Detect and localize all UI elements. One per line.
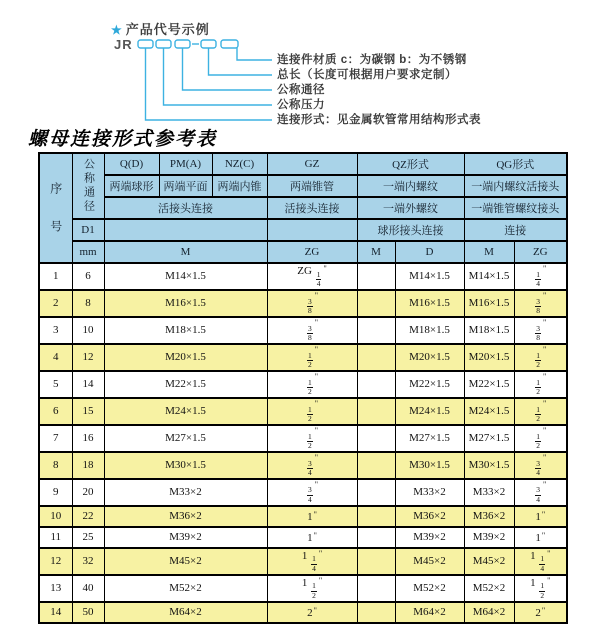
fraction: $\frac{1}{2}$ [307,350,312,370]
connector-material [237,48,272,60]
cell-qz-m [357,602,395,623]
cell-qz-d: M24×1.5 [395,398,464,425]
star-icon: ★ [111,23,123,37]
cell-seq: 2 [39,290,72,317]
code-box-5 [221,40,238,48]
cell-qz-d: M36×2 [395,506,464,527]
table-row [39,344,567,371]
table-row [39,602,567,623]
cell-qg-m: M36×2 [464,506,514,527]
cell-m: M33×2 [104,479,267,506]
cell-qg-zg: $\frac{1}{2}$ " [514,425,567,452]
table-row [39,575,567,602]
cell-gz: $\frac{1}{2}$ " [267,344,357,371]
fraction: $\frac{3}{4}$ [307,458,312,478]
label-connection-form: 连接形式：见金属软管常用结构形式表 [277,114,481,126]
table-body [39,263,567,623]
cell-qg-zg: 2" [514,602,567,623]
cell-qg-zg: $\frac{3}{4}$ " [514,452,567,479]
cell-qz-d: M18×1.5 [395,317,464,344]
cell-seq: 7 [39,425,72,452]
cell-qg-zg: $\frac{1}{2}$ " [514,344,567,371]
table-row [39,371,567,398]
cell-qg-zg: $\frac{3}{8}$ " [514,290,567,317]
cell-qz-m [357,263,395,290]
cell-dn: 6 [72,263,104,290]
header-col-pm: PM(A) [159,153,212,175]
cell-seq: 9 [39,479,72,506]
fraction: $\frac{1}{2}$ [536,404,541,424]
cell-m: M39×2 [104,527,267,548]
cell-dn: 16 [72,425,104,452]
cell-qg-m: M30×1.5 [464,452,514,479]
cell-dn: 22 [72,506,104,527]
table-row [39,263,567,290]
fraction: $\frac{1}{2}$ [536,431,541,451]
fraction: $\frac{3}{8}$ [536,296,541,316]
cell-qg-zg: $\frac{1}{2}$ " [514,371,567,398]
cell-dn: 20 [72,479,104,506]
cell-qz-d: M14×1.5 [395,263,464,290]
cell-m: M16×1.5 [104,290,267,317]
cell-gz: 1" [267,527,357,548]
cell-qz-m [357,506,395,527]
cell-gz: 2" [267,602,357,623]
header-d1: D1 [72,219,104,241]
header-pm-desc: 两端平面 [159,175,212,197]
table-row [39,506,567,527]
header-qz-d: D [395,241,464,263]
cell-qz-d: M33×2 [395,479,464,506]
fraction: $\frac{3}{8}$ [307,323,312,343]
fraction: $\frac{3}{8}$ [536,323,541,343]
cell-gz: $\frac{3}{8}$ " [267,290,357,317]
cell-qg-m: M18×1.5 [464,317,514,344]
fraction: $\frac{3}{8}$ [307,296,312,316]
fraction: $\frac{3}{4}$ [536,485,541,505]
cell-qg-m: M24×1.5 [464,398,514,425]
cell-qz-m [357,575,395,602]
cell-qz-d: M22×1.5 [395,371,464,398]
connector-length [209,48,273,75]
table-row [39,317,567,344]
nut-connection-reference-table [38,152,568,624]
cell-dn: 40 [72,575,104,602]
cell-qz-d: M52×2 [395,575,464,602]
cell-gz: $\frac{1}{2}$ " [267,425,357,452]
cell-dn: 8 [72,290,104,317]
cell-dn: 10 [72,317,104,344]
cell-dn: 50 [72,602,104,623]
fraction: $\frac{1}{2}$ [540,581,545,601]
table-row [39,290,567,317]
cell-gz: $\frac{3}{4}$ " [267,452,357,479]
fraction: $\frac{3}{4}$ [536,458,541,478]
header-empty-gz [267,219,357,241]
header-col-gz: GZ [267,153,357,175]
product-code-example-label: 产品代号示例 [125,22,210,37]
fraction: $\frac{1}{4}$ [312,554,316,574]
label-total-length: 总长（长度可根据用户要求定制） [277,69,457,81]
fraction: $\frac{1}{4}$ [536,269,541,289]
table-row [39,548,567,575]
header-qg-m: M [464,241,514,263]
fraction: $\frac{1}{2}$ [312,581,316,601]
cell-qg-m: M27×1.5 [464,425,514,452]
cell-gz: $\frac{3}{4}$ " [267,479,357,506]
header-mm: mm [72,241,104,263]
header-seq: 序号 [39,153,72,263]
cell-seq: 11 [39,527,72,548]
cell-qg-zg: 1" [514,527,567,548]
cell-gz: $\frac{1}{2}$ " [267,371,357,398]
cell-dn: 14 [72,371,104,398]
cell-gz: 1 $\frac{1}{2}$ " [267,575,357,602]
cell-qg-m: M20×1.5 [464,344,514,371]
header-qg-connection: 连接 [464,219,567,241]
cell-m: M22×1.5 [104,371,267,398]
cell-m: M20×1.5 [104,344,267,371]
code-box-3 [175,40,190,48]
header-col-qg: QG形式 [464,153,567,175]
header-q-desc: 两端球形 [104,175,159,197]
cell-m: M27×1.5 [104,425,267,452]
fraction: $\frac{1}{4}$ [316,269,321,289]
fraction: $\frac{1}{2}$ [307,431,312,451]
cell-qz-d: M20×1.5 [395,344,464,371]
connector-diameter [183,48,273,90]
table-title: 螺母连接形式参考表 [28,129,218,150]
cell-m: M30×1.5 [104,452,267,479]
cell-seq: 4 [39,344,72,371]
cell-gz: $\frac{3}{8}$ " [267,317,357,344]
cell-qz-d: M64×2 [395,602,464,623]
label-nominal-pressure: 公称压力 [277,99,325,111]
cell-qg-m: M64×2 [464,602,514,623]
fraction: $\frac{1}{2}$ [536,350,541,370]
cell-gz: $\frac{1}{2}$ " [267,398,357,425]
cell-qg-zg: $\frac{3}{8}$ " [514,317,567,344]
header-col-nz: NZ(C) [212,153,267,175]
cell-qg-m: M14×1.5 [464,263,514,290]
cell-qg-zg: $\frac{3}{4}$ " [514,479,567,506]
cell-qz-m [357,527,395,548]
code-box-2 [156,40,171,48]
header-qz-desc1: 一端内螺纹 [357,175,464,197]
header-gz-connection: 活接头连接 [267,197,357,219]
cell-gz: ZG $\frac{1}{4}$ " [267,263,357,290]
cell-qz-m [357,371,395,398]
cell-qz-m [357,548,395,575]
cell-qz-d: M30×1.5 [395,452,464,479]
header-qz-desc2: 一端外螺纹 [357,197,464,219]
fraction: $\frac{1}{2}$ [307,404,312,424]
cell-qz-m [357,317,395,344]
cell-qg-m: M16×1.5 [464,290,514,317]
table-row [39,527,567,548]
cell-seq: 3 [39,317,72,344]
cell-qg-m: M45×2 [464,548,514,575]
cell-qz-m [357,344,395,371]
cell-qz-m [357,398,395,425]
cell-seq: 13 [39,575,72,602]
cell-qg-m: M52×2 [464,575,514,602]
cell-gz: 1 $\frac{1}{4}$ " [267,548,357,575]
cell-seq: 5 [39,371,72,398]
header-gz-desc: 两端锥管 [267,175,357,197]
cell-qg-zg: $\frac{1}{4}$ " [514,263,567,290]
fraction: $\frac{1}{2}$ [307,377,312,397]
cell-m: M18×1.5 [104,317,267,344]
cell-dn: 18 [72,452,104,479]
cell-qg-zg: $\frac{1}{2}$ " [514,398,567,425]
header-qg-desc2: 一端锥管螺纹接头 [464,197,567,219]
cell-seq: 14 [39,602,72,623]
table-header [39,153,567,263]
cell-qz-m [357,479,395,506]
cell-m: M36×2 [104,506,267,527]
cell-qz-d: M45×2 [395,548,464,575]
cell-dn: 25 [72,527,104,548]
fraction: $\frac{3}{4}$ [307,485,312,505]
table-row [39,398,567,425]
header-zg: ZG [267,241,357,263]
cell-qg-zg: 1" [514,506,567,527]
cell-seq: 1 [39,263,72,290]
cell-seq: 10 [39,506,72,527]
cell-seq: 8 [39,452,72,479]
cell-qz-m [357,290,395,317]
cell-qg-zg: 1 $\frac{1}{2}$ " [514,575,567,602]
cell-qz-d: M39×2 [395,527,464,548]
header-col-qz: QZ形式 [357,153,464,175]
header-qg-desc1: 一端内螺纹活接头 [464,175,567,197]
cell-m: M52×2 [104,575,267,602]
cell-qz-m [357,425,395,452]
connector-pressure [164,48,273,105]
cell-m: M24×1.5 [104,398,267,425]
cell-m: M64×2 [104,602,267,623]
cell-seq: 6 [39,398,72,425]
header-nz-desc: 两端内锥 [212,175,267,197]
table-row [39,425,567,452]
cell-seq: 12 [39,548,72,575]
cell-qg-m: M39×2 [464,527,514,548]
header-nominal-diameter: 公称通径 [72,153,104,219]
cell-dn: 32 [72,548,104,575]
table-row [39,452,567,479]
cell-qg-zg: 1 $\frac{1}{4}$ " [514,548,567,575]
header-col-q: Q(D) [104,153,159,175]
header-empty-qpmnz [104,219,267,241]
label-material: 连接件材质 c：为碳钢 b：为不锈钢 [277,54,467,66]
cell-m: M14×1.5 [104,263,267,290]
fraction: $\frac{1}{2}$ [536,377,541,397]
code-box-1 [138,40,153,48]
cell-qz-m [357,452,395,479]
table-row [39,479,567,506]
header-qz-m: M [357,241,395,263]
code-prefix: JR [114,37,133,52]
cell-dn: 12 [72,344,104,371]
fraction: $\frac{1}{4}$ [540,554,545,574]
header-union-connection: 活接头连接 [104,197,267,219]
cell-gz: 1" [267,506,357,527]
cell-qz-d: M27×1.5 [395,425,464,452]
label-nominal-diameter: 公称通径 [277,84,325,96]
cell-qg-m: M22×1.5 [464,371,514,398]
cell-dn: 15 [72,398,104,425]
cell-qg-m: M33×2 [464,479,514,506]
code-box-4 [201,40,216,48]
cell-qz-d: M16×1.5 [395,290,464,317]
header-qg-zg: ZG [514,241,567,263]
header-m: M [104,241,267,263]
cell-m: M45×2 [104,548,267,575]
header-qz-connection: 球形接头连接 [357,219,464,241]
